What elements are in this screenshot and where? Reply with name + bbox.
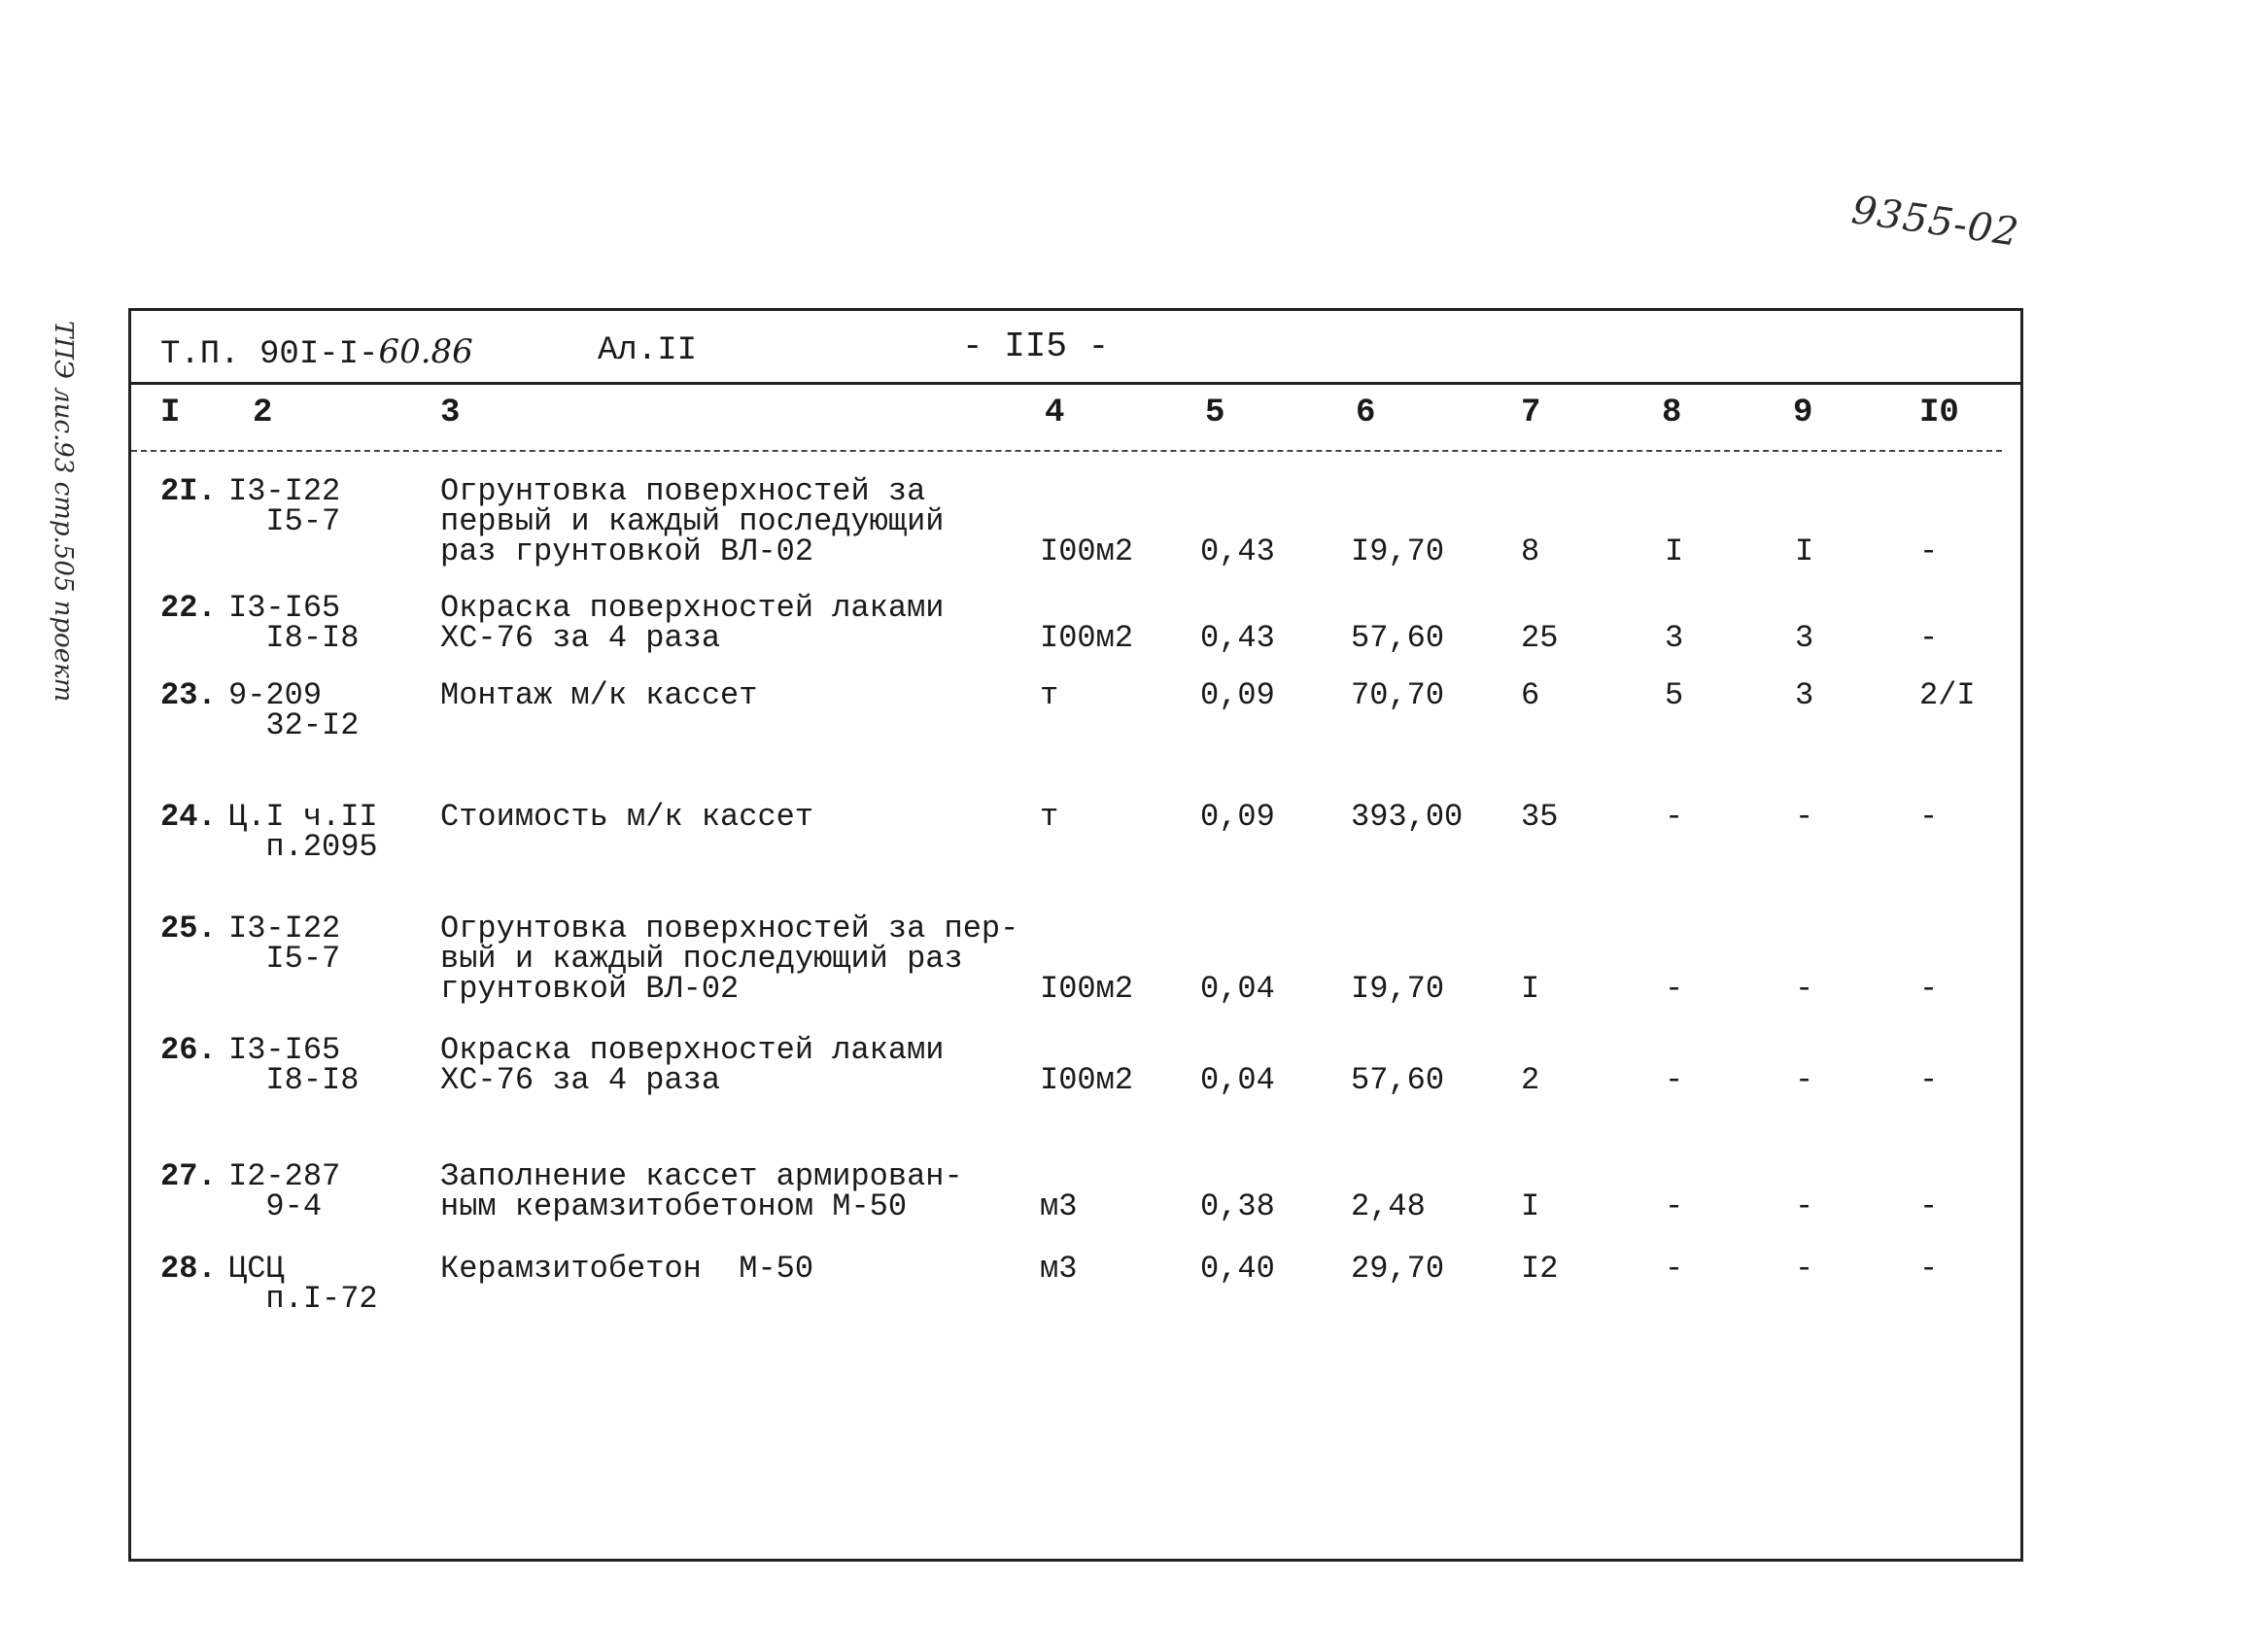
quantity: 0,04 — [1200, 1062, 1275, 1098]
col10-value: - — [1919, 971, 1939, 1007]
row-number: 25. — [160, 911, 217, 946]
unit: м3 — [1040, 1251, 1078, 1287]
col7-value: I — [1521, 971, 1540, 1007]
col10-value: - — [1919, 620, 1939, 656]
col8-value: - — [1665, 1062, 1684, 1098]
norm-code: I3-I22 I5-7 — [228, 911, 341, 977]
unit: I00м2 — [1040, 620, 1134, 656]
quantity: 0,09 — [1200, 677, 1275, 713]
work-description: Окраска поверхностей лаками ХС-76 за 4 раза — [440, 1032, 945, 1098]
col9-value: - — [1795, 1251, 1814, 1287]
unit-price: 29,70 — [1351, 1251, 1445, 1287]
header-divider — [131, 450, 2002, 452]
document-code — [160, 332, 473, 373]
col7-value: 2 — [1521, 1062, 1540, 1098]
col10-value: - — [1919, 799, 1939, 835]
col8-value: - — [1665, 799, 1684, 835]
col8-value: - — [1665, 971, 1684, 1007]
col7-value: I — [1521, 1188, 1540, 1224]
work-description: Огрунтовка поверхностей за пер- вый и каждый последующий раз грунтовкой ВЛ-02 — [440, 911, 1019, 1007]
column-header-3: 3 — [440, 395, 461, 431]
unit: I00м2 — [1040, 533, 1134, 569]
col9-value: 3 — [1795, 677, 1814, 713]
col8-value: 5 — [1665, 677, 1684, 713]
unit-price: 57,60 — [1351, 1062, 1445, 1098]
quantity: 0,09 — [1200, 799, 1275, 835]
col8-value: - — [1665, 1188, 1684, 1224]
col9-value: - — [1795, 1062, 1814, 1098]
row-number: 26. — [160, 1032, 217, 1068]
col10-value: - — [1919, 1251, 1939, 1287]
col10-value: 2/I — [1919, 677, 1976, 713]
document-code-handwritten: 60.86 — [378, 332, 473, 371]
col10-value: - — [1919, 1188, 1939, 1224]
column-header-10: I0 — [1919, 395, 1959, 431]
work-description: Керамзитобетон М-50 — [440, 1251, 814, 1287]
unit-price: I9,70 — [1351, 533, 1445, 569]
norm-code: I3-I22 I5-7 — [228, 473, 341, 539]
norm-code: I3-I65 I8-I8 — [228, 590, 360, 656]
column-header-2: 2 — [253, 395, 273, 431]
unit: I00м2 — [1040, 971, 1134, 1007]
column-header-5: 5 — [1205, 395, 1225, 431]
column-header-9: 9 — [1793, 395, 1813, 431]
work-description: Заполнение кассет армирован- ным керамзитобетоном М-50 — [440, 1158, 963, 1224]
unit: I00м2 — [1040, 1062, 1134, 1098]
column-header-6: 6 — [1356, 395, 1376, 431]
col7-value: 8 — [1521, 533, 1540, 569]
work-description: Окраска поверхностей лаками ХС-76 за 4 раза — [440, 590, 945, 656]
row-number: 22. — [160, 590, 217, 626]
work-description: Огрунтовка поверхностей за первый и каждый последующий раз грунтовкой ВЛ-02 — [440, 473, 945, 569]
column-header-4: 4 — [1045, 395, 1065, 431]
unit: м3 — [1040, 1188, 1078, 1224]
row-number: 23. — [160, 677, 217, 713]
unit-price: 70,70 — [1351, 677, 1445, 713]
archive-stamp-number: 9355-02 — [1848, 188, 2022, 256]
norm-code: I2-287 9-4 — [228, 1158, 341, 1224]
column-header-8: 8 — [1662, 395, 1682, 431]
unit-price: I9,70 — [1351, 971, 1445, 1007]
unit-price: 2,48 — [1351, 1188, 1426, 1224]
row-number: 24. — [160, 799, 217, 835]
unit-price: 57,60 — [1351, 620, 1445, 656]
row-number: 2I. — [160, 473, 217, 509]
unit-price: 393,00 — [1351, 799, 1464, 835]
col9-value: 3 — [1795, 620, 1814, 656]
document-code-prefix: Т.П. 90I-I- — [160, 336, 379, 373]
norm-code: ЦСЦ п.I-72 — [228, 1251, 378, 1317]
unit: т — [1040, 677, 1059, 713]
work-description: Монтаж м/к кассет — [440, 677, 758, 713]
quantity: 0,38 — [1200, 1188, 1275, 1224]
col7-value: 35 — [1521, 799, 1559, 835]
col9-value: I — [1795, 533, 1814, 569]
row-number: 27. — [160, 1158, 217, 1194]
col9-value: - — [1795, 1188, 1814, 1224]
work-description: Стоимость м/к кассет — [440, 799, 814, 835]
quantity: 0,43 — [1200, 533, 1275, 569]
col8-value: - — [1665, 1251, 1684, 1287]
norm-code: 9-209 32-I2 — [228, 677, 360, 743]
col10-value: - — [1919, 1062, 1939, 1098]
col9-value: - — [1795, 799, 1814, 835]
unit: т — [1040, 799, 1059, 835]
document-header — [131, 311, 2020, 385]
album-number: Ал.II — [598, 332, 698, 369]
column-header-7: 7 — [1521, 395, 1541, 431]
quantity: 0,04 — [1200, 971, 1275, 1007]
quantity: 0,43 — [1200, 620, 1275, 656]
col8-value: 3 — [1665, 620, 1684, 656]
col9-value: - — [1795, 971, 1814, 1007]
col7-value: 6 — [1521, 677, 1540, 713]
page-number: - II5 - — [962, 327, 1110, 366]
row-number: 28. — [160, 1251, 217, 1287]
column-header-1: I — [160, 395, 181, 431]
norm-code: Ц.I ч.II п.2095 — [228, 799, 378, 865]
col8-value: I — [1665, 533, 1684, 569]
quantity: 0,40 — [1200, 1251, 1275, 1287]
estimate-table-frame — [128, 308, 2023, 1562]
col7-value: 25 — [1521, 620, 1559, 656]
col7-value: I2 — [1521, 1251, 1559, 1287]
side-margin-note: ТПЭ лис.93 стр.505 проект — [49, 321, 78, 703]
col10-value: - — [1919, 533, 1939, 569]
norm-code: I3-I65 I8-I8 — [228, 1032, 360, 1098]
